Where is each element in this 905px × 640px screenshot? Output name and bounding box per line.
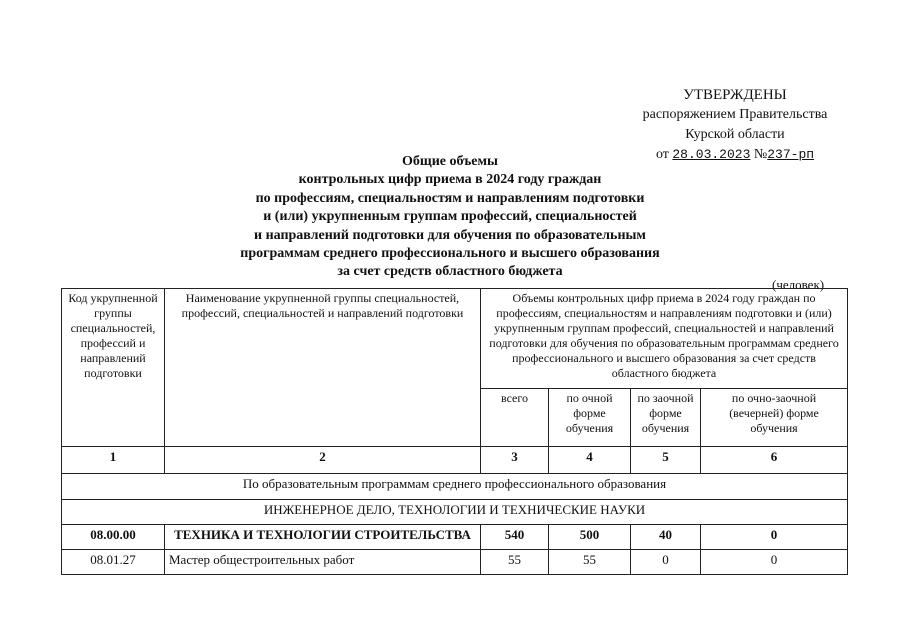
group-full-time: 500: [549, 525, 631, 550]
section-row: По образовательным программам среднего профессионального образования: [62, 474, 848, 500]
row-full-time: 55: [549, 550, 631, 575]
title-line: контрольных цифр приема в 2024 году граждан: [298, 172, 602, 188]
column-number: 5: [631, 447, 701, 474]
approval-line-1: распоряжением Правительства: [642, 107, 828, 122]
title-line: и направлений подготовки для обучения по образовательным: [254, 227, 646, 243]
title-line: за счет средств областного бюджета: [337, 264, 563, 280]
title-line: программам среднего профессионального и высшего образования: [240, 246, 660, 262]
row-code: 08.01.27: [62, 550, 165, 575]
group-correspondence: 40: [631, 525, 701, 550]
header-name: Наименование укрупненной группы специальностей, профессий, специальностей и направлений подготовки: [165, 289, 481, 447]
header-code: Код укрупненной группы специальностей, профессий и направлений подготовки: [62, 289, 165, 447]
header-total: всего: [481, 389, 549, 447]
header-correspondence: по заочной форме обучения: [631, 389, 701, 447]
units-label: (человек): [772, 277, 825, 292]
column-number: 6: [701, 447, 848, 474]
group-code: 08.00.00: [62, 525, 165, 550]
column-number: 3: [481, 447, 549, 474]
number-prefix: №: [753, 147, 768, 162]
admission-table: [61, 288, 848, 575]
title-line: по профессиям, специальностям и направлениям подготовки: [255, 190, 645, 206]
row-name: Мастер общестроительных работ: [165, 550, 481, 575]
header-full-time: по очной форме обучения: [549, 389, 631, 447]
table-row: [62, 550, 848, 575]
group-part-time: 0: [701, 525, 848, 550]
header-part-time: по очно-заочной (вечерней) форме обучения: [701, 389, 848, 447]
row-part-time: 0: [701, 550, 848, 575]
approval-date: 28.03.2023: [672, 147, 751, 162]
approval-number: 237-рп: [767, 147, 815, 162]
group-name: ТЕХНИКА И ТЕХНОЛОГИИ СТРОИТЕЛЬСТВА: [165, 525, 481, 550]
approval-heading: УТВЕРЖДЕНЫ: [683, 87, 787, 103]
column-number: 1: [62, 447, 165, 474]
area-row: ИНЖЕНЕРНОЕ ДЕЛО, ТЕХНОЛОГИИ И ТЕХНИЧЕСКИЕ НАУКИ: [62, 500, 848, 525]
column-number: 4: [549, 447, 631, 474]
group-total: 540: [481, 525, 549, 550]
column-number: 2: [165, 447, 481, 474]
date-prefix: от: [655, 147, 669, 162]
title-line: и (или) укрупненным группам профессий, специальностей: [263, 209, 637, 225]
row-total: 55: [481, 550, 549, 575]
row-correspondence: 0: [631, 550, 701, 575]
document-title: [150, 153, 750, 282]
header-volumes: Объемы контрольных цифр приема в 2024 году граждан по профессиям, специальностям и направлениям подготовки и (или) укрупненным группам профессий, специальностей и направлений подготовки для обучения по образовательным программам среднего профессионального и высшего образования за счет средств областного бюджета: [481, 289, 848, 389]
approval-line-2: Курской области: [685, 127, 785, 142]
title-line: Общие объемы: [402, 154, 498, 169]
